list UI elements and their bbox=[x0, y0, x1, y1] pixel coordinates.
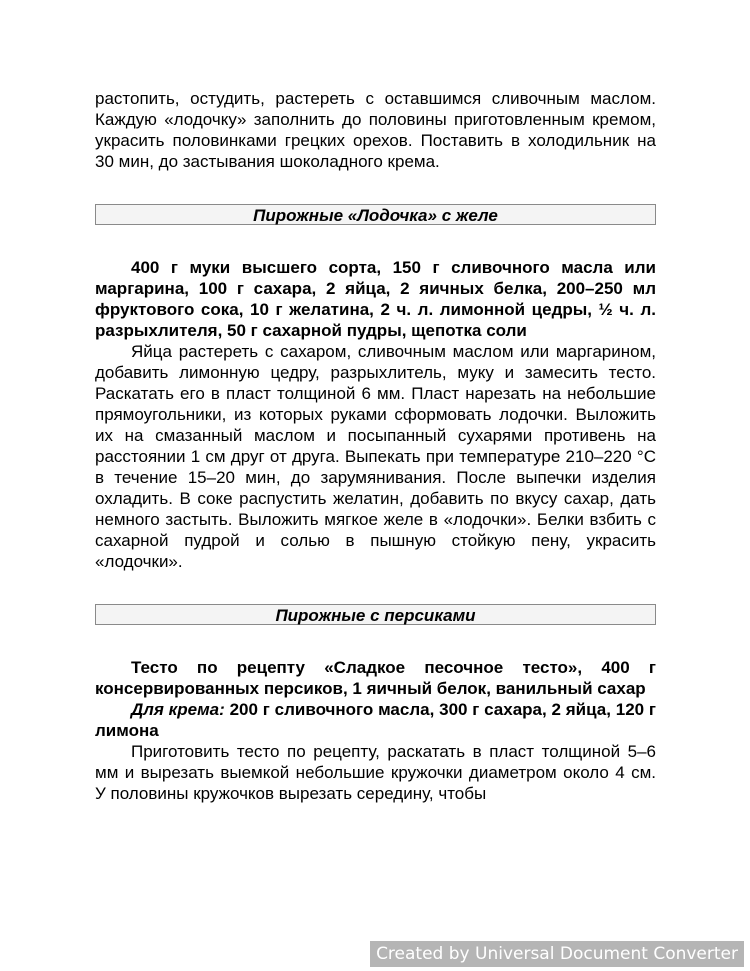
recipe-ingredients-peaches: Тесто по рецепту «Сладкое песочное тесто», 400 г консервированных персиков, 1 яичный белок, ванильный сахар bbox=[95, 658, 656, 698]
document-page bbox=[95, 88, 656, 804]
recipe-method-peaches: Приготовить тесто по рецепту, раскатать в пласт толщиной 5–6 мм и вырезать выемкой небольшие кружочки диаметром около 4 см. У половины кружочков вырезать середину, чтобы bbox=[95, 742, 656, 803]
cream-ingredients bbox=[95, 699, 656, 741]
recipe-title-lodochka: Пирожные «Лодочка» с желе bbox=[95, 204, 656, 225]
cream-list: 200 г сливочного масла, 300 г сахара, 2 яйца, 120 г лимона bbox=[95, 700, 657, 740]
intro-paragraph: растопить, остудить, растереть с оставшимся сливочным маслом. Каждую «лодочку» заполнить до половины приготовленным кремом, украсить половинками грецких орехов. Поставить в холодильник на 30 мин, до застывания шоколадного крема. bbox=[95, 89, 656, 171]
recipe-ingredients-lodochka: 400 г муки высшего сорта, 150 г сливочного масла или маргарина, 100 г сахара, 2 яйца, 2 яичных белка, 200–250 мл фруктового сока, 10 г желатина, 2 ч. л. лимонной цедры, ½ ч. л. разрыхлителя, 50 г сахарной пудры, щепотка соли bbox=[95, 258, 656, 340]
converter-watermark: Created by Universal Document Converter bbox=[370, 941, 744, 967]
cream-label: Для крема: bbox=[131, 700, 225, 719]
recipe-title-peaches: Пирожные с персиками bbox=[95, 604, 656, 625]
recipe-method-lodochka: Яйца растереть с сахаром, сливочным маслом или маргарином, добавить лимонную цедру, разрыхлитель, муку и замесить тесто. Раскатать его в пласт толщиной 6 мм. Пласт нарезать на небольшие прямоугольники, из которых руками сформовать лодочки. Выложить их на смазанный маслом и посыпанный сухарями противень на расстоянии 1 см друг от друга. Выпекать при температуре 210–220 °С в течение 15–20 мин, до зарумянивания. После выпечки изделия охладить. В соке распустить желатин, добавить по вкусу сахар, дать немного застыть. Выложить мягкое желе в «лодочки». Белки взбить с сахарной пудрой и солью в пышную стойкую пену, украсить «лодочки». bbox=[95, 342, 656, 571]
